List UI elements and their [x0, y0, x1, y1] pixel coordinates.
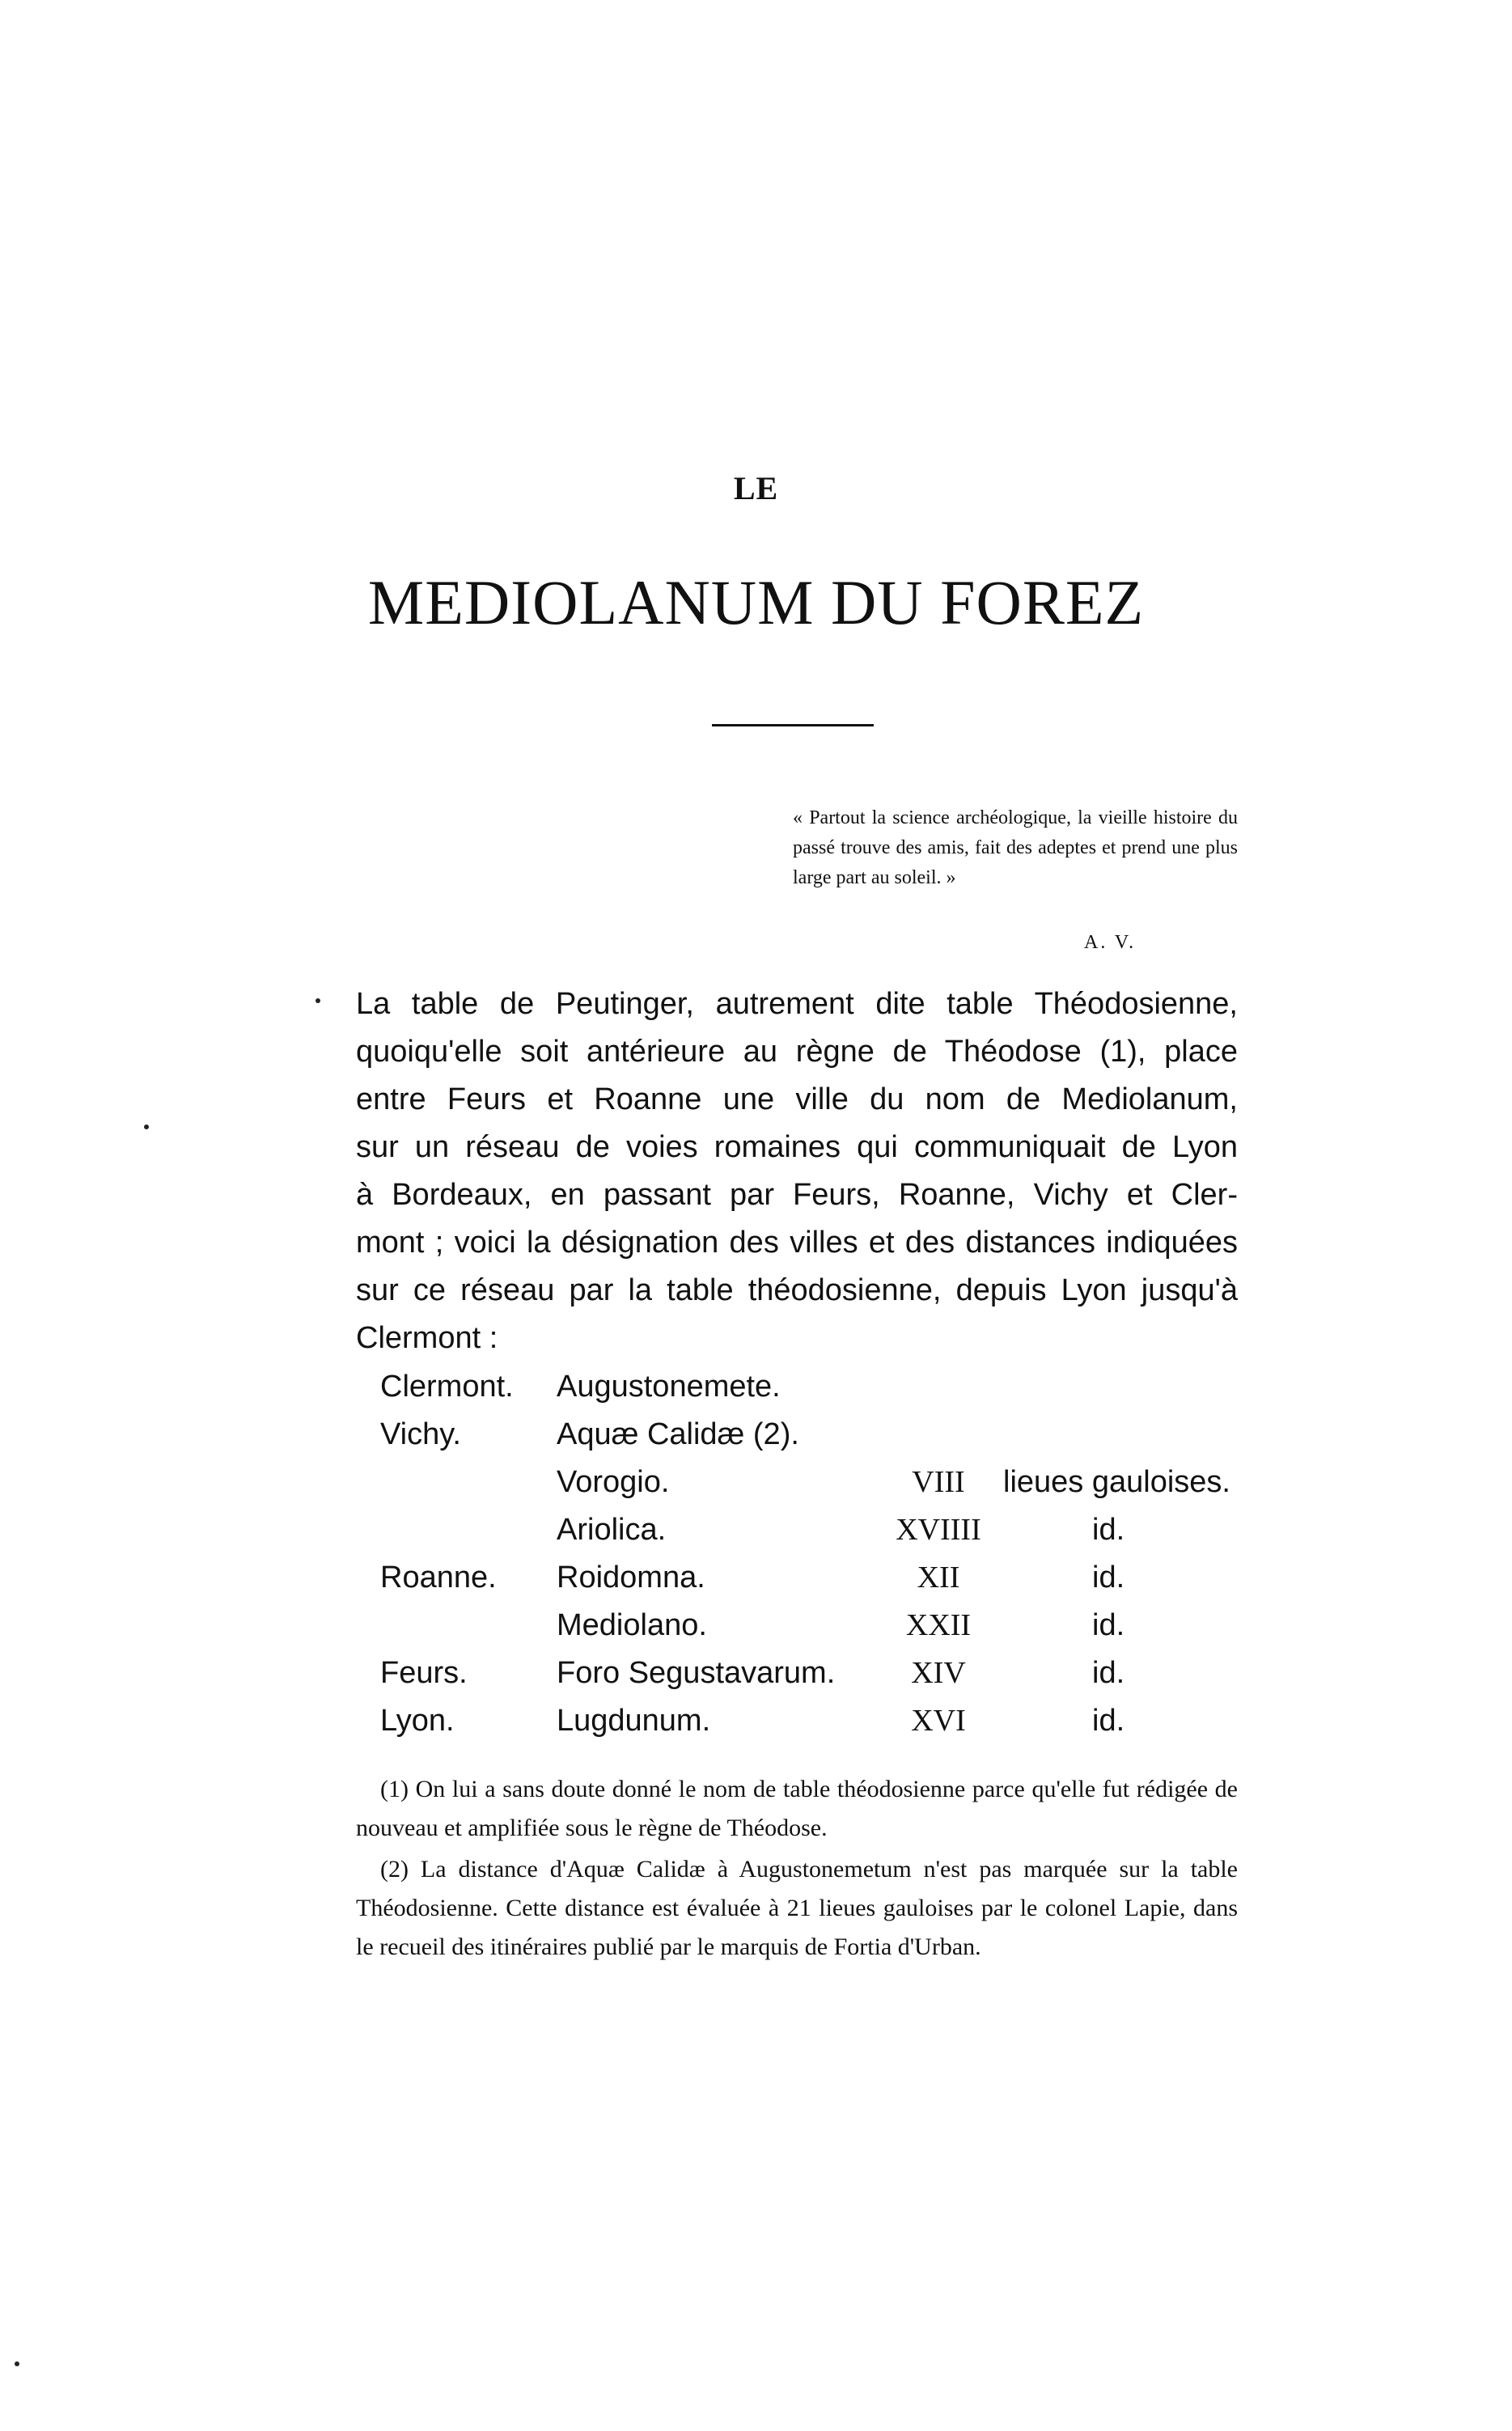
- epigraph-quote: « Partout la science archéologique, la vieille histoire du passé trouve des amis, fait des adeptes et prend une plus large part au soleil. »: [793, 807, 1238, 889]
- distance-value: XXII: [905, 1608, 972, 1642]
- distance-unit: id.: [1092, 1561, 1125, 1595]
- table-row: [380, 1411, 1270, 1459]
- distance-value: XII: [917, 1561, 960, 1595]
- ancient-name: Ariolica.: [557, 1513, 667, 1547]
- footnotes: [356, 1770, 1238, 1969]
- ancient-name: Aquæ Calidæ (2).: [557, 1417, 799, 1451]
- table-row: [380, 1697, 1270, 1745]
- itinerary-table: [380, 1363, 1270, 1745]
- title-prefix: LE: [733, 470, 779, 506]
- footnote: (2) La distance d'Aquæ Calidæ à Augustonemetum n'est pas marquée sur la table Théodosienne. Cette distance est évaluée à 21 lieues gauloises par le colonel Lapie, dans le recueil des itinéraires publié par le marquis de Fortia d'Urban.: [356, 1856, 1238, 1960]
- distance-value: XVI: [911, 1704, 966, 1738]
- epigraph-author: A. V.: [1084, 932, 1137, 953]
- footnote: (1) On lui a sans doute donné le nom de table théodosienne parce qu'elle fut rédigée de nouveau et amplifiée sous le règne de Théodose.: [356, 1776, 1238, 1841]
- table-row: [380, 1506, 1270, 1554]
- ancient-name: Vorogio.: [557, 1465, 670, 1499]
- paragraph-line: Clermont :: [356, 1321, 498, 1355]
- modern-town: Feurs.: [380, 1656, 468, 1690]
- ancient-name: Augustonemete.: [557, 1370, 781, 1404]
- distance-unit: id.: [1092, 1704, 1125, 1738]
- distance-value: VIII: [912, 1465, 965, 1499]
- paragraph-line: entre Feurs et Roanne une ville du nom de Mediolanum,: [356, 1082, 1238, 1116]
- distance-value: XVIIII: [896, 1513, 981, 1547]
- table-row: [380, 1650, 1270, 1697]
- distance-unit: id.: [1092, 1608, 1125, 1642]
- page-title: MEDIOLANUM DU FOREZ: [367, 567, 1145, 637]
- print-speck: [15, 2361, 19, 2366]
- paragraph-line: sur ce réseau par la table théodosienne, depuis Lyon jusqu'à: [356, 1273, 1238, 1307]
- paragraph-line: à Bordeaux, en passant par Feurs, Roanne, Vichy et Cler-: [356, 1178, 1238, 1212]
- table-row: [380, 1459, 1270, 1506]
- paragraph-line: sur un réseau de voies romaines qui communiquait de Lyon: [356, 1130, 1238, 1164]
- paragraph-line: La table de Peutinger, autrement dite table Théodosienne,: [356, 987, 1238, 1021]
- print-speck: [316, 998, 320, 1003]
- modern-town: Vichy.: [380, 1417, 461, 1451]
- distance-value: XIV: [911, 1656, 966, 1690]
- title-divider: [712, 724, 874, 726]
- ancient-name: Roidomna.: [557, 1561, 705, 1595]
- modern-town: Roanne.: [380, 1561, 497, 1595]
- ancient-name: Foro Segustavarum.: [557, 1656, 836, 1690]
- ancient-name: Lugdunum.: [557, 1704, 711, 1738]
- table-row: [380, 1554, 1270, 1602]
- distance-unit: lieues gauloises.: [1003, 1465, 1230, 1499]
- modern-town: Lyon.: [380, 1704, 455, 1738]
- distance-unit: id.: [1092, 1656, 1125, 1690]
- table-row: [380, 1363, 1270, 1411]
- table-row: [380, 1602, 1270, 1650]
- distance-unit: id.: [1092, 1513, 1125, 1547]
- paragraph-line: quoiqu'elle soit antérieure au règne de Théodose (1), place: [356, 1035, 1238, 1069]
- body-paragraph: [356, 980, 1238, 1362]
- ancient-name: Mediolano.: [557, 1608, 707, 1642]
- print-speck: [144, 1124, 149, 1129]
- modern-town: Clermont.: [380, 1370, 514, 1404]
- paragraph-line: mont ; voici la désignation des villes et des distances indiquées: [356, 1226, 1238, 1260]
